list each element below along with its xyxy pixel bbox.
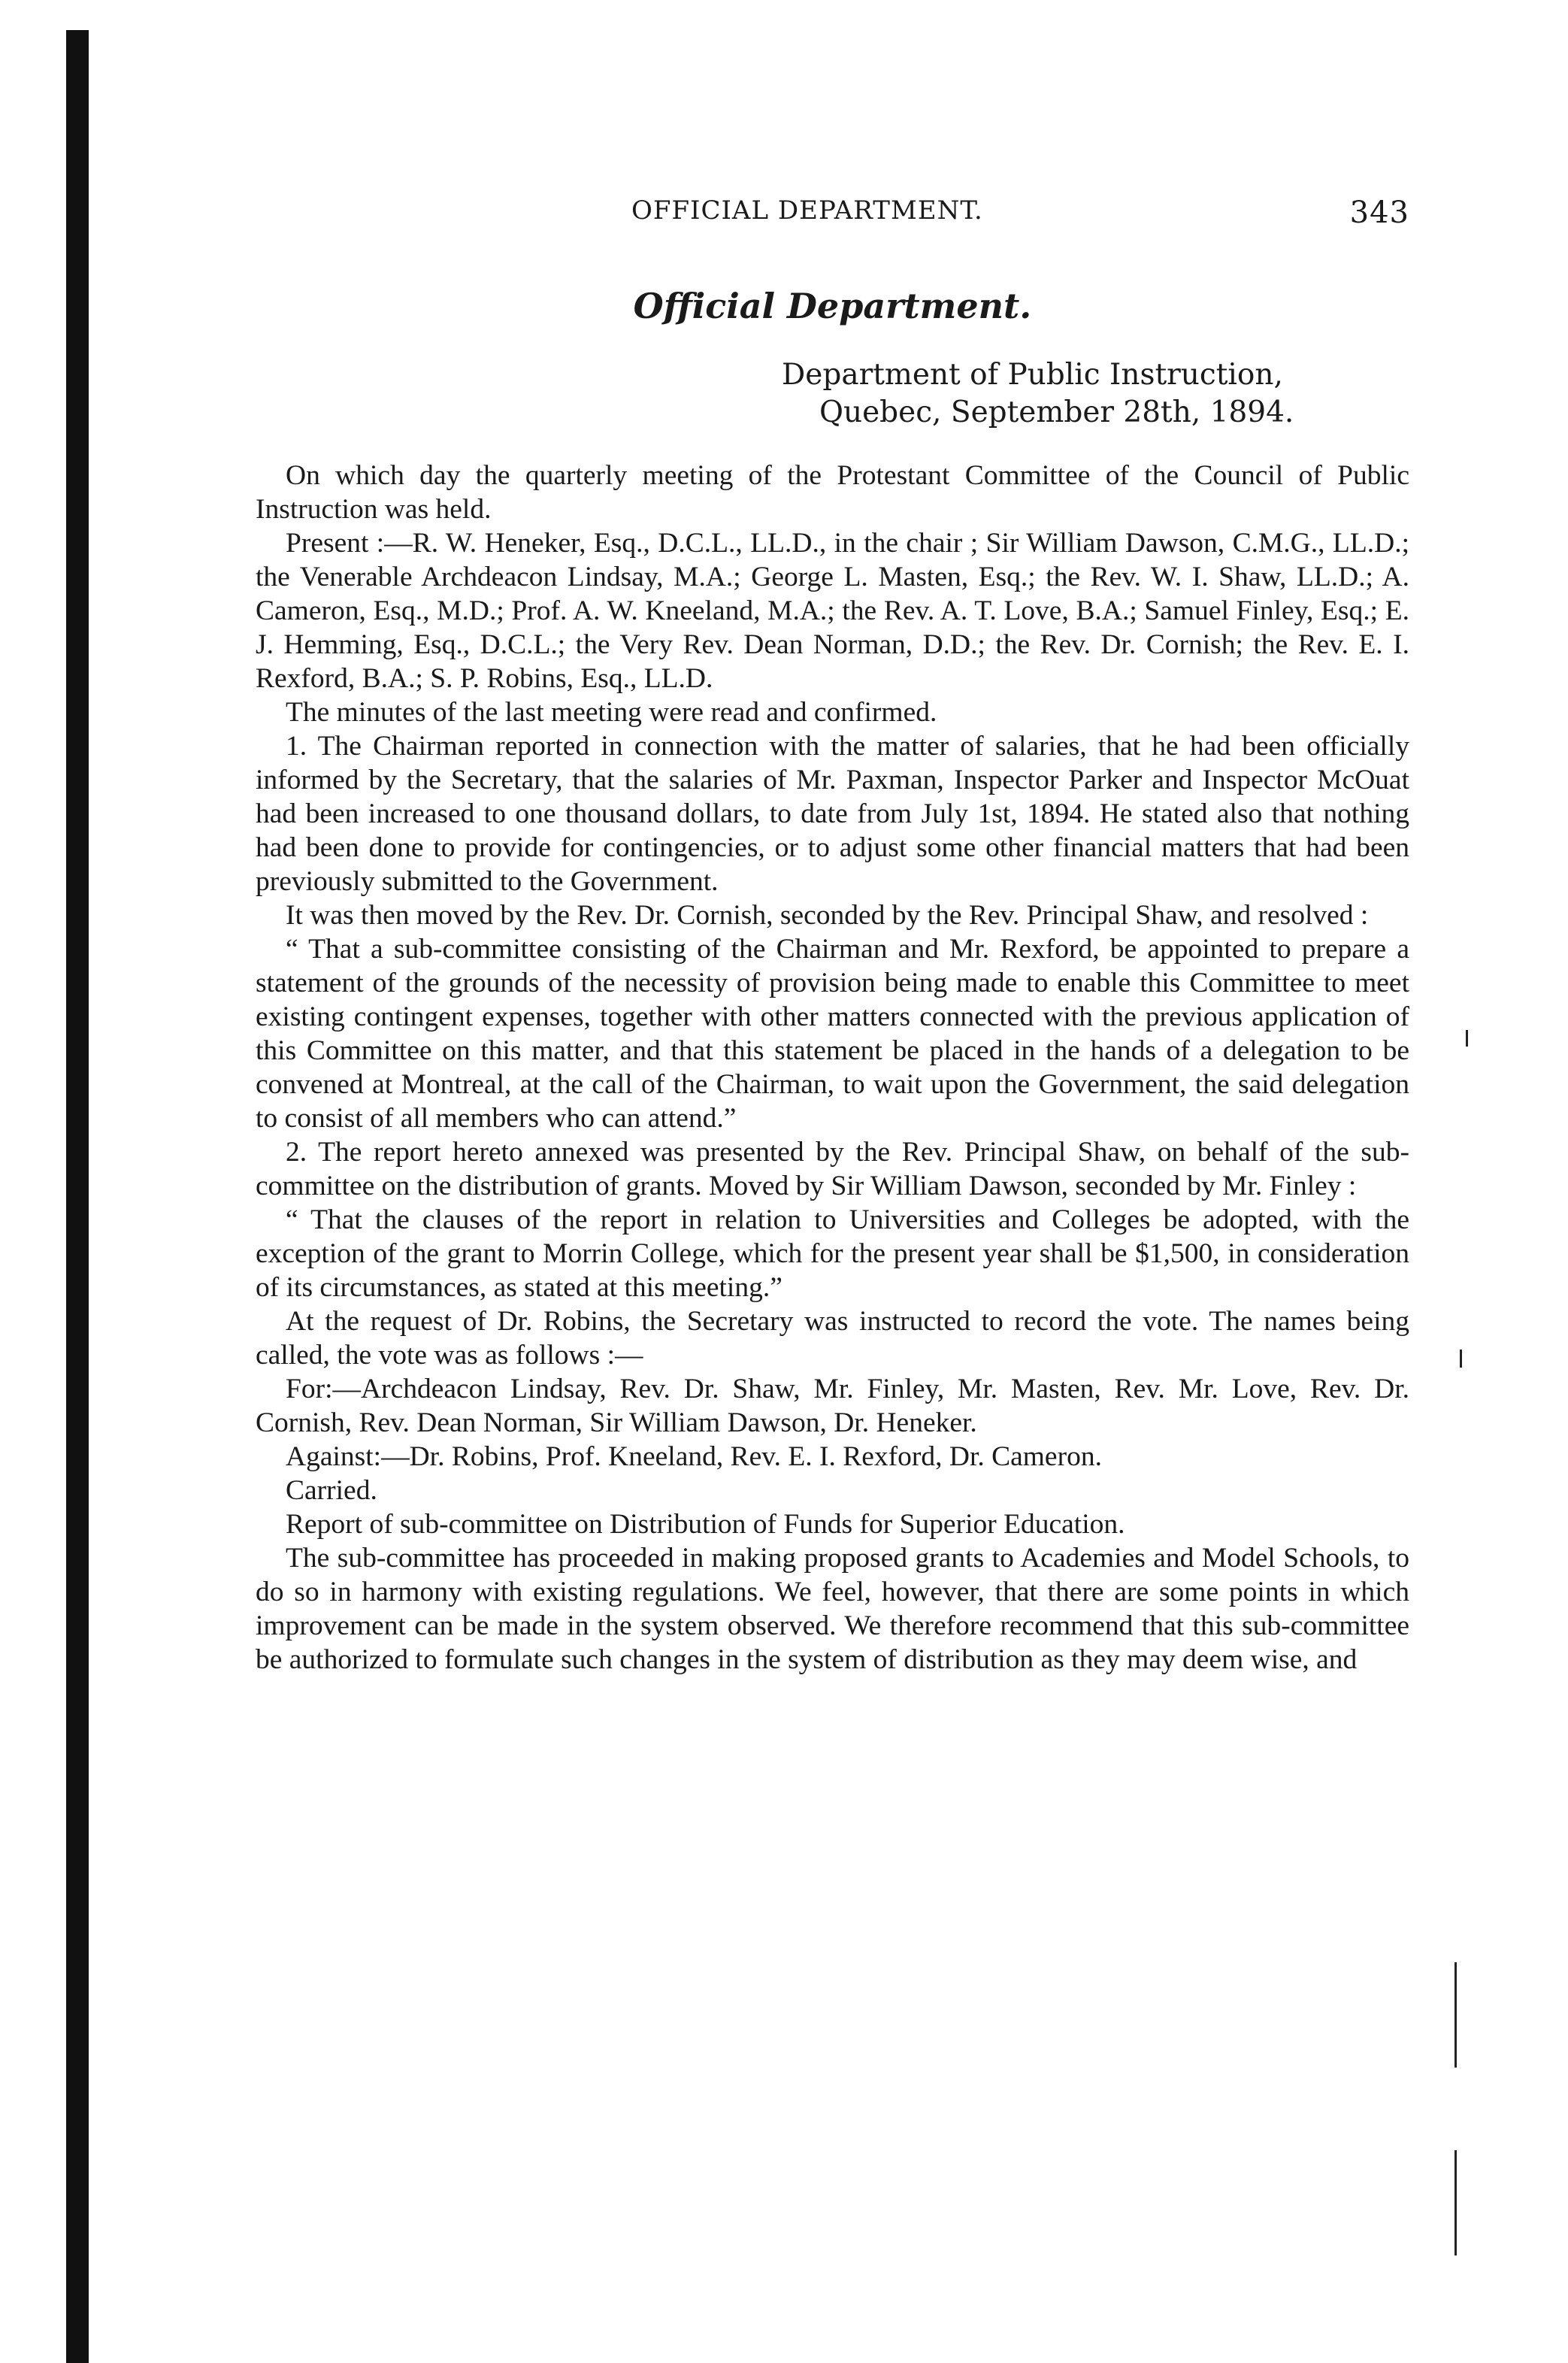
paragraph: 1. The Chairman reported in connection with the matter of salaries, that he had been officially informed by the Secretary, that the salaries of Mr. Paxman, Inspector Parker and Inspector McOuat had been increased to one thousand dollars, to date from July 1st, 1894. He stated also that nothing had been done to provide for contingencies, or to adjust some other financial matters that had been previously submitted to the Government.: [256, 731, 1409, 897]
paragraph: On which day the quarterly meeting of the Protestant Committee of the Council of Public Instruction was held.: [256, 460, 1409, 525]
binding-edge: [66, 30, 89, 2363]
resolution-quote: “ That a sub-committee consisting of the Chairman and Mr. Rexford, be appointed to prepare a statement of the grounds of the necessity of provision being made to enable this Committee to meet existing contingent expenses, together with other matters connected with the previous application of this Committee on this matter, and that this statement be placed in the hands of a delegation to be convened at Montreal, at the call of the Chairman, to wait upon the Government, the said delegation to consist of all members who can attend.”: [256, 934, 1409, 1134]
dateline-department: Department of Public Instruction,: [782, 358, 1283, 392]
report-heading: Report of sub-committee on Distribution of Funds for Superior Education.: [286, 1509, 1125, 1540]
resolution-quote: “ That the clauses of the report in relation to Universities and Colleges be adopted, with the exception of the grant to Morrin College, which for the present year shall be $1,500, in consideration of its circumstances, as stated at this meeting.”: [256, 1204, 1409, 1303]
paragraph: It was then moved by the Rev. Dr. Cornish, seconded by the Rev. Principal Shaw, and resolved :: [286, 900, 1369, 931]
section-title: Official Department.: [633, 286, 1032, 326]
paragraph: The sub-committee has proceeded in making proposed grants to Academies and Model Schools, to do so in harmony with existing regulations. We feel, however, that there are some points in which improvement can be made in the system observed. We therefore recommend that this sub-committee be authorized to formulate such changes in the system of distribution as they may deem wise, and: [256, 1543, 1409, 1675]
page: [256, 195, 1409, 1677]
margin-mark: [1454, 1962, 1457, 2068]
running-head: [256, 195, 1409, 241]
paragraph: At the request of Dr. Robins, the Secretary was instructed to record the vote. The names being called, the vote was as follows :—: [256, 1306, 1409, 1371]
paragraph: The minutes of the last meeting were read and confirmed.: [286, 697, 937, 728]
margin-mark: [1466, 1030, 1468, 1047]
dateline-place-date: Quebec, September 28th, 1894.: [819, 395, 1294, 429]
vote-for: For:—Archdeacon Lindsay, Rev. Dr. Shaw, Mr. Finley, Mr. Masten, Rev. Mr. Love, Rev. Dr. Cornish, Rev. Dean Norman, Sir William Dawson, Dr. Heneker.: [256, 1374, 1409, 1438]
body-text: [256, 459, 1409, 1677]
paragraph: 2. The report hereto annexed was presented by the Rev. Principal Shaw, on behalf of the sub-committee on the distribution of grants. Moved by Sir William Dawson, seconded by Mr. Finley :: [256, 1137, 1409, 1201]
dateline: [782, 356, 1409, 432]
margin-mark: [1460, 1350, 1462, 1368]
running-title: OFFICIAL DEPARTMENT.: [631, 195, 983, 226]
margin-mark: [1454, 2150, 1457, 2255]
vote-result: Carried.: [286, 1475, 377, 1506]
vote-against: Against:—Dr. Robins, Prof. Kneeland, Rev. E. I. Rexford, Dr. Cameron.: [286, 1441, 1102, 1472]
paragraph: Present :—R. W. Heneker, Esq., D.C.L., LL.D., in the chair ; Sir William Dawson, C.M.G., LL.D.; the Venerable Archdeacon Lindsay, M.A.; George L. Masten, Esq.; the Rev. W. I. Shaw, LL.D.; A. Cameron, Esq., M.D.; Prof. A. W. Kneeland, M.A.; the Rev. A. T. Love, B.A.; Samuel Finley, Esq.; E. J. Hemming, Esq., D.C.L.; the Very Rev. Dean Norman, D.D.; the Rev. Dr. Cornish; the Rev. E. I. Rexford, B.A.; S. P. Robins, Esq., LL.D.: [256, 528, 1409, 694]
page-number: 343: [1349, 195, 1409, 230]
